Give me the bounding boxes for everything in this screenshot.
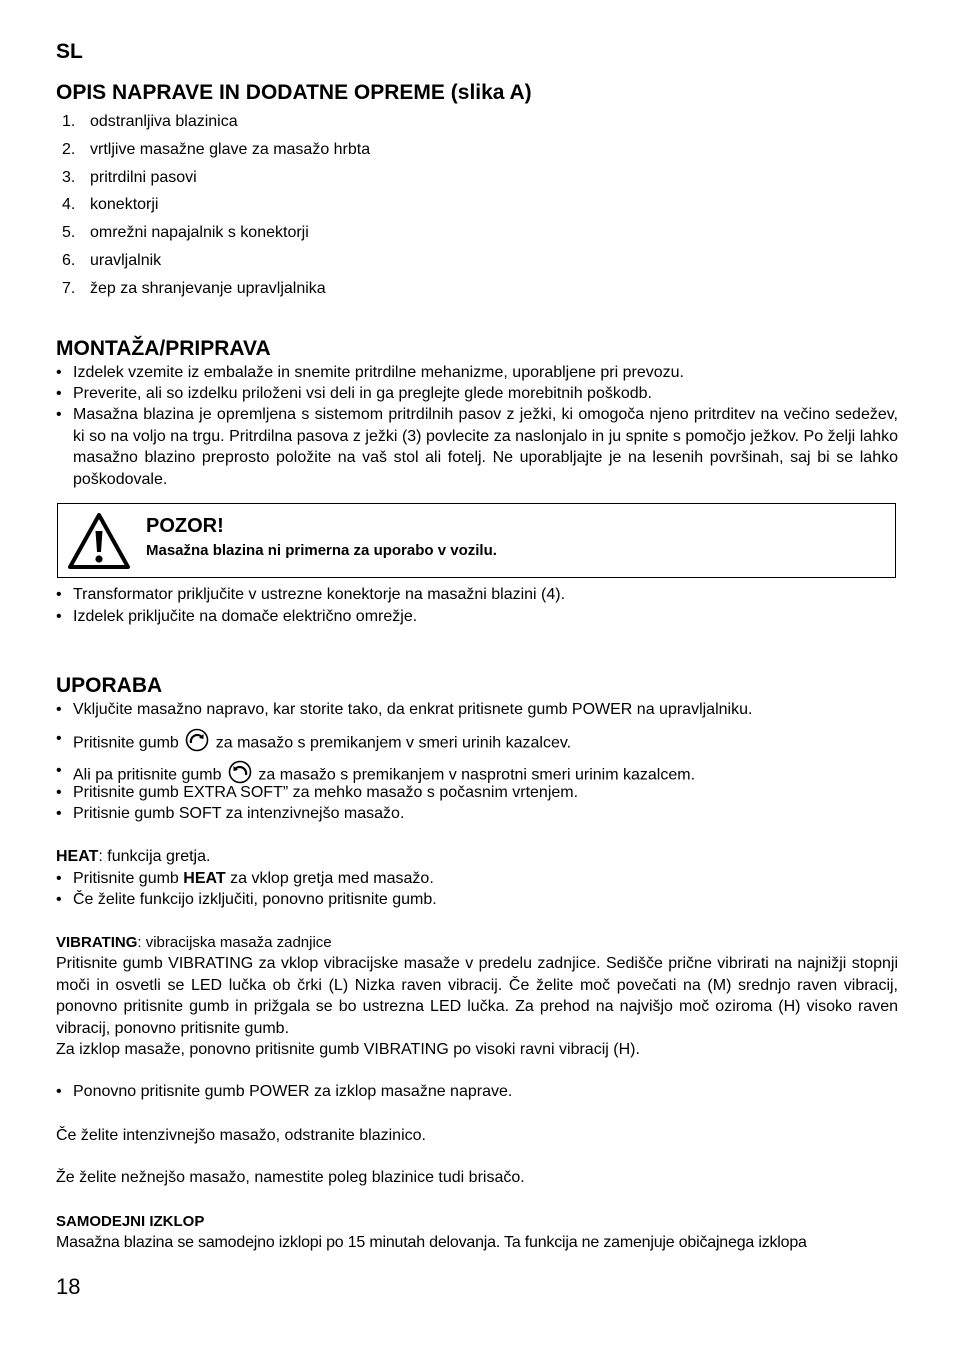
- section-title-description: OPIS NAPRAVE IN DODATNE OPREME (slika A): [56, 81, 532, 104]
- stronger-massage-text: Če želite intenzivnejšo masažo, odstranite blazinico.: [56, 1127, 426, 1144]
- bullet-item: • Ponovno pritisnite gumb POWER za izklop masažne naprave.: [56, 1083, 513, 1100]
- bullet-item: • Vključite masažno napravo, kar storite tako, da enkrat pritisnete gumb POWER na upravljalniku.: [56, 701, 753, 718]
- warning-triangle-icon: [67, 511, 131, 576]
- warning-title: POZOR!: [146, 515, 224, 537]
- warning-text: Masažna blazina ni primerna za uporabo v vozilu.: [146, 542, 497, 559]
- list-item: 5. omrežni napajalnik s konektorji: [62, 224, 309, 242]
- clockwise-button-icon: [185, 728, 209, 759]
- bullet-item: • Pritisnite gumb EXTRA SOFT” za mehko masažo s počasnim vrtenjem.: [56, 784, 579, 801]
- auto-off-text: Masažna blazina se samodejno izklopi po 15 minutah delovanja. Ta funkcija ne zamenjuje običajnega izklopa: [56, 1234, 807, 1251]
- language-code: SL: [56, 40, 83, 63]
- bullet-item: • Preverite, ali so izdelku priloženi vsi deli in ga preglejte glede morebitnih poškodb.: [56, 385, 652, 402]
- section-title-assembly: MONTAŽA/PRIPRAVA: [56, 337, 271, 360]
- list-item: 7. žep za shranjevanje upravljalnika: [62, 279, 326, 297]
- bullet-item: • Izdelek vzemite iz embalaže in snemite pritrdilne mehanizme, uporabljene pri prevozu.: [56, 364, 684, 381]
- bullet-item: • Transformator priključite v ustrezne konektorje na masažni blazini (4).: [56, 586, 566, 603]
- list-item: 4. konektorji: [62, 196, 159, 214]
- heat-heading: HEAT: funkcija gretja.: [56, 848, 211, 865]
- bullet-item: • Pritisnite gumb HEAT za vklop gretja med masažo.: [56, 870, 434, 887]
- warning-box: [57, 503, 896, 578]
- list-item: 2. vrtljive masažne glave za masažo hrbta: [62, 140, 371, 158]
- auto-off-heading: SAMODEJNI IZKLOP: [56, 1213, 205, 1230]
- section-title-usage: UPORABA: [56, 674, 163, 697]
- vibrating-heading: VIBRATING: vibracijska masaža zadnjice: [56, 934, 332, 951]
- bullet-item: • Pritisnite gumb za masažo s premikanjem v smeri urinih kazalcev.: [56, 728, 898, 759]
- bullet-item: • Masažna blazina je opremljena s sistemom pritrdilnih pasov z ježki, ki omogoča njeno pritrditev na večino sedežev, ki so na voljo na trgu. Pritrdilna pasova z ježki (3) povlecite za naslonjalo in ju spnite s pomočjo ježkov. Po želji lahko masažno blazino preprosto položite na vaš stol ali fotelj. Ne uporabljajte je na lesenih površinah, saj bi se lahko poškodovale.: [56, 406, 898, 488]
- parts-list: [62, 111, 862, 306]
- bullet-item: • Ali pa pritisnite gumb za masažo s premikanjem v nasprotni smeri urinim kazalcem.: [56, 760, 898, 791]
- list-item: 6. uravljalnik: [62, 251, 162, 269]
- vibrating-off-text: Za izklop masaže, ponovno pritisnite gumb VIBRATING po visoki ravni vibracij (H).: [56, 1041, 640, 1058]
- page-number: 18: [56, 1274, 81, 1299]
- vibrating-paragraph: Pritisnite gumb VIBRATING za vklop vibracijske masaže v predelu zadnjice. Sedišče prične vibrirati na najnižji stopnji moči in osvetli se LED lučka ob črki (L) Nizka raven vibracij. Če želite moč povečati na (M) srednjo raven vibracij, ponovno pritisnite gumb in prižgala se bo ustrezna LED lučka. Za prehod na najvišjo moč oziroma (H) visoko raven vibracij, ponovno pritisnite gumb.: [56, 955, 898, 1037]
- softer-massage-text: Že želite nežnejšo masažo, namestite poleg blazinice tudi brisačo.: [56, 1169, 525, 1186]
- list-item: 1. odstranljiva blazinica: [62, 113, 238, 130]
- bullet-item: • Pritisnie gumb SOFT za intenzivnejšo masažo.: [56, 805, 405, 822]
- bullet-item: • Izdelek priključite na domače električno omrežje.: [56, 608, 418, 625]
- list-item: 3. pritrdilni pasovi: [62, 168, 197, 186]
- bullet-item: • Če želite funkcijo izključiti, ponovno pritisnite gumb.: [56, 891, 437, 908]
